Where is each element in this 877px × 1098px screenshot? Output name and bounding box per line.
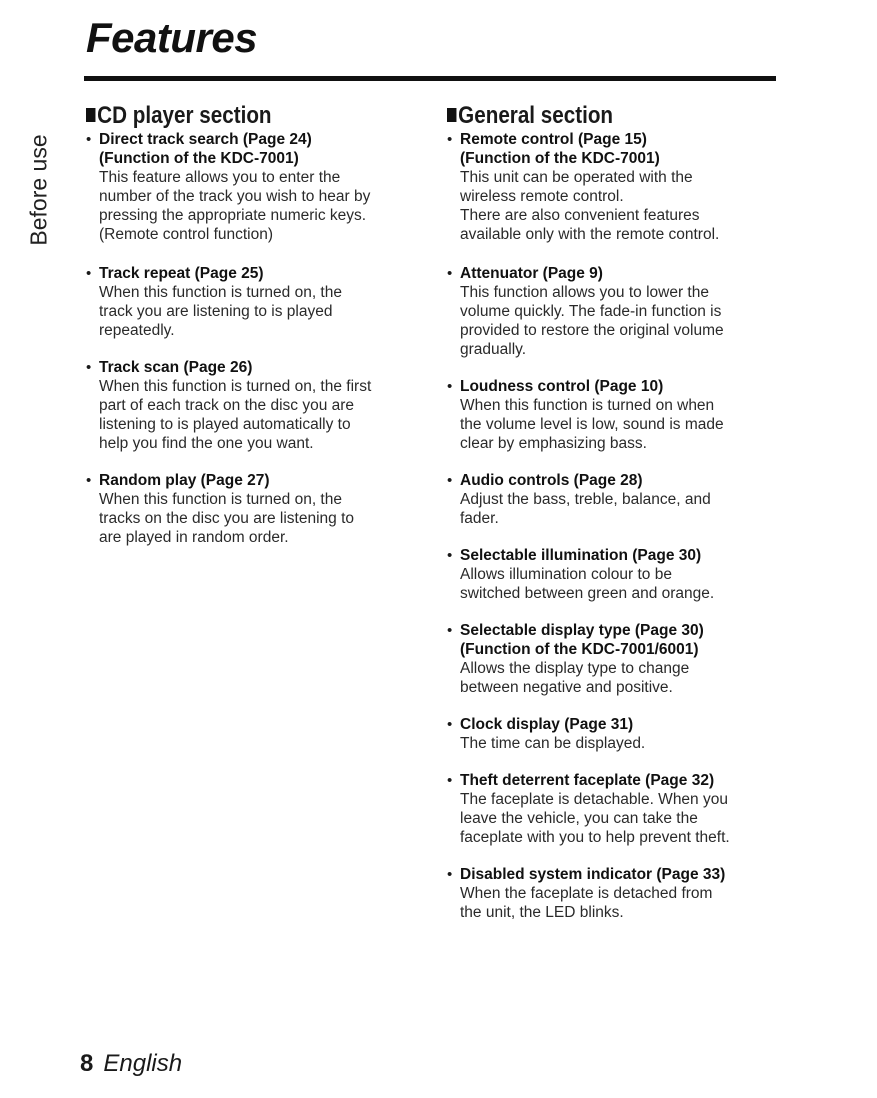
feature-description: When this function is turned on, the first part of each track on the disc you are listening to is played automatically to help you find the one you want.: [99, 378, 372, 452]
bullet-icon: •: [447, 131, 453, 148]
feature-title: Track scan (Page 26): [99, 359, 253, 376]
feature-selectable-illumination: [447, 546, 777, 603]
feature-description: The time can be displayed.: [460, 735, 646, 752]
feature-title: Disabled system indicator (Page 33): [460, 866, 726, 883]
heading-square-icon: [86, 108, 95, 122]
general-section-heading-text: General section: [458, 102, 614, 129]
bullet-icon: •: [447, 547, 453, 564]
feature-direct-track-search: [86, 130, 426, 244]
bullet-icon: •: [447, 265, 453, 282]
feature-description: The faceplate is detachable. When you leave the vehicle, you can take the faceplate with you to help prevent theft.: [460, 791, 730, 846]
page-footer: [80, 1050, 182, 1078]
side-tab: [22, 131, 56, 249]
feature-description: Allows the display type to change between negative and positive.: [460, 660, 690, 696]
language-label: English: [103, 1050, 183, 1077]
feature-title: Selectable display type (Page 30) (Function of the KDC-7001/6001): [460, 622, 704, 658]
feature-remote-control: [447, 130, 777, 244]
feature-loudness-control: [447, 377, 777, 453]
feature-title: Theft deterrent faceplate (Page 32): [460, 772, 715, 789]
feature-description: This function allows you to lower the volume quickly. The fade-in function is provided to restore the original volume gradually.: [460, 284, 724, 358]
bullet-icon: •: [86, 131, 92, 148]
general-section-heading: [447, 104, 731, 128]
feature-description: When this function is turned on when the volume level is low, sound is made clear by emphasizing bass.: [460, 397, 724, 452]
bullet-icon: •: [86, 472, 92, 489]
feature-title: Remote control (Page 15) (Function of the KDC-7001): [460, 131, 660, 167]
bullet-icon: •: [447, 622, 453, 639]
general-section: [447, 104, 777, 940]
feature-title: Direct track search (Page 24) (Function of the KDC-7001): [99, 131, 312, 167]
feature-audio-controls: [447, 471, 777, 528]
feature-disabled-system-indicator: [447, 865, 777, 922]
bullet-icon: •: [447, 772, 453, 789]
cd-section-heading: [86, 104, 378, 128]
feature-random-play: [86, 471, 426, 547]
side-tab-label: Before use: [25, 134, 52, 246]
feature-description: Adjust the bass, treble, balance, and fader.: [460, 491, 711, 527]
feature-description: When this function is turned on, the track you are listening to is played repeatedly.: [99, 284, 342, 339]
feature-title: Attenuator (Page 9): [460, 265, 603, 282]
feature-track-scan: [86, 358, 426, 453]
title-rule: [84, 76, 776, 81]
bullet-icon: •: [447, 378, 453, 395]
bullet-icon: •: [447, 866, 453, 883]
bullet-icon: •: [447, 472, 453, 489]
feature-selectable-display-type: [447, 621, 777, 697]
feature-clock-display: [447, 715, 777, 753]
bullet-icon: •: [447, 716, 453, 733]
feature-description: When this function is turned on, the tracks on the disc you are listening to are played in random order.: [99, 491, 355, 546]
feature-attenuator: [447, 264, 777, 359]
page-title: Features: [86, 14, 258, 61]
bullet-icon: •: [86, 265, 92, 282]
feature-title: Clock display (Page 31): [460, 716, 634, 733]
feature-title: Audio controls (Page 28): [460, 472, 643, 489]
feature-description: When the faceplate is detached from the unit, the LED blinks.: [460, 885, 713, 921]
heading-square-icon: [447, 108, 456, 122]
feature-title: Selectable illumination (Page 30): [460, 547, 702, 564]
cd-section-heading-text: CD player section: [97, 102, 272, 129]
feature-description: This feature allows you to enter the number of the track you wish to hear by pressing the appropriate numeric keys. (Remote control function): [99, 169, 371, 243]
feature-description: This unit can be operated with the wireless remote control. There are also convenient features available only with the remote control.: [460, 169, 720, 243]
feature-description: Allows illumination colour to be switched between green and orange.: [460, 566, 715, 602]
feature-title: Loudness control (Page 10): [460, 378, 664, 395]
feature-title: Random play (Page 27): [99, 472, 270, 489]
feature-title: Track repeat (Page 25): [99, 265, 264, 282]
bullet-icon: •: [86, 359, 92, 376]
feature-track-repeat: [86, 264, 426, 340]
page-number: 8: [80, 1050, 94, 1077]
feature-theft-deterrent-faceplate: [447, 771, 777, 847]
cd-player-section: [86, 104, 426, 565]
